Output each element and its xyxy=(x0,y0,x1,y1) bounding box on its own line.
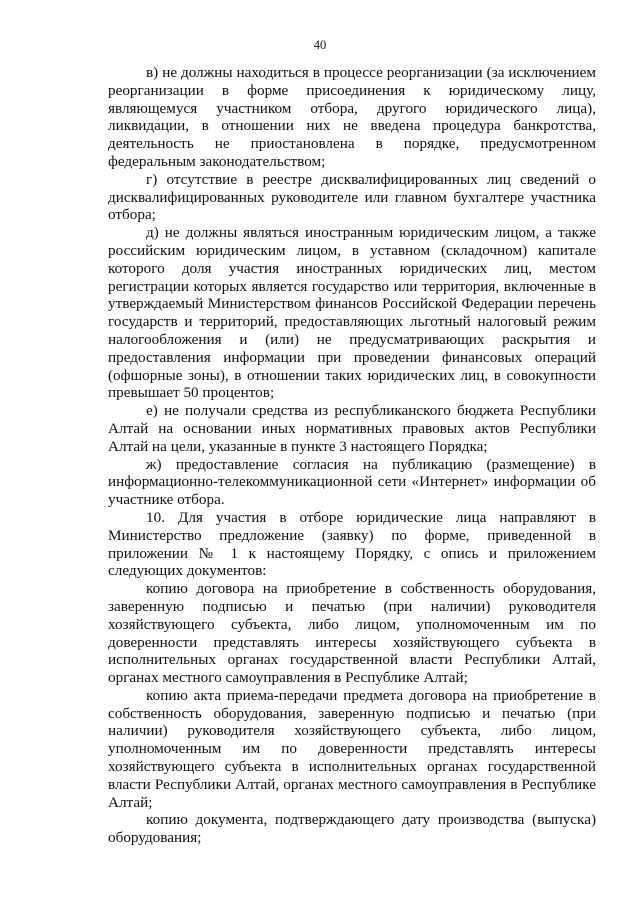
paragraph-contract-copy: копию договора на приобретение в собственность оборудования, заверенную подписью и печатью (при наличии) руководителя хозяйствующего субъекта, либо лицом, уполномоченным им по доверенности представлять интересы хозяйствующего субъекта в исполнительных органах государственной власти Республики Алтай, органах местного самоуправления в Республике Алтай; xyxy=(108,580,596,687)
paragraph-item-g: г) отсутствие в реестре дисквалифицированных лиц сведений о дисквалифицированных руководителе или главном бухгалтере участника отбора; xyxy=(108,170,596,224)
page-number: 40 xyxy=(313,38,327,52)
paragraph-acceptance-act-copy: копию акта приема-передачи предмета договора на приобретение в собственность оборудования, заверенную подписью и печатью (при наличии) руководителя хозяйствующего субъекта, либо лицом, уполномоченным им по доверенности представлять интересы хозяйствующего субъекта в исполнительных органах государственной власти Республики Алтай, органах местного самоуправления в Республике Алтай; xyxy=(108,686,596,811)
paragraph-clause-10: 10. Для участия в отборе юридические лица направляют в Министерство предложение (заявку) по форме, приведенной в приложении № 1 к настоящему Порядку, с опись и приложением следующих документов: xyxy=(108,508,596,580)
paragraph-item-d: д) не должны являться иностранным юридическим лицом, а также российским юридическим лицом, в уставном (складочном) капитале которого доля участия иностранных юридических лиц, местом регистрации которых является государство или территория, включенные в утверждаемый Министерством финансов Российской Федерации перечень государств и территорий, предоставляющих льготный налоговый режим налогообложения и (или) не предусматривающих раскрытия и предоставления информации при проведении финансовых операций (офшорные зоны), в отношении таких юридических лиц, в совокупности превышает 50 процентов; xyxy=(108,224,596,402)
paragraph-item-v: в) не должны находиться в процессе реорганизации (за исключением реорганизации в форме присоединения к юридическому лицу, являющемуся участником отбора, другого юридического лица), ликвидации, в отношении них не введена процедура банкротства, деятельность не приостановлена в порядке, предусмотренном федеральным законодательством; xyxy=(108,64,596,170)
paragraph-item-zh: ж) предоставление согласия на публикацию (размещение) в информационно-телекоммуникационной сети «Интернет» информации об участнике отбора. xyxy=(108,455,596,509)
paragraph-item-e: е) не получали средства из республиканского бюджета Республики Алтай на основании иных нормативных правовых актов Республики Алтай на цели, указанные в пункте 3 настоящего Порядка; xyxy=(108,402,596,455)
paragraph-production-date-copy: копию документа, подтверждающего дату производства (выпуска) оборудования; xyxy=(108,811,596,847)
document-body xyxy=(108,64,596,847)
